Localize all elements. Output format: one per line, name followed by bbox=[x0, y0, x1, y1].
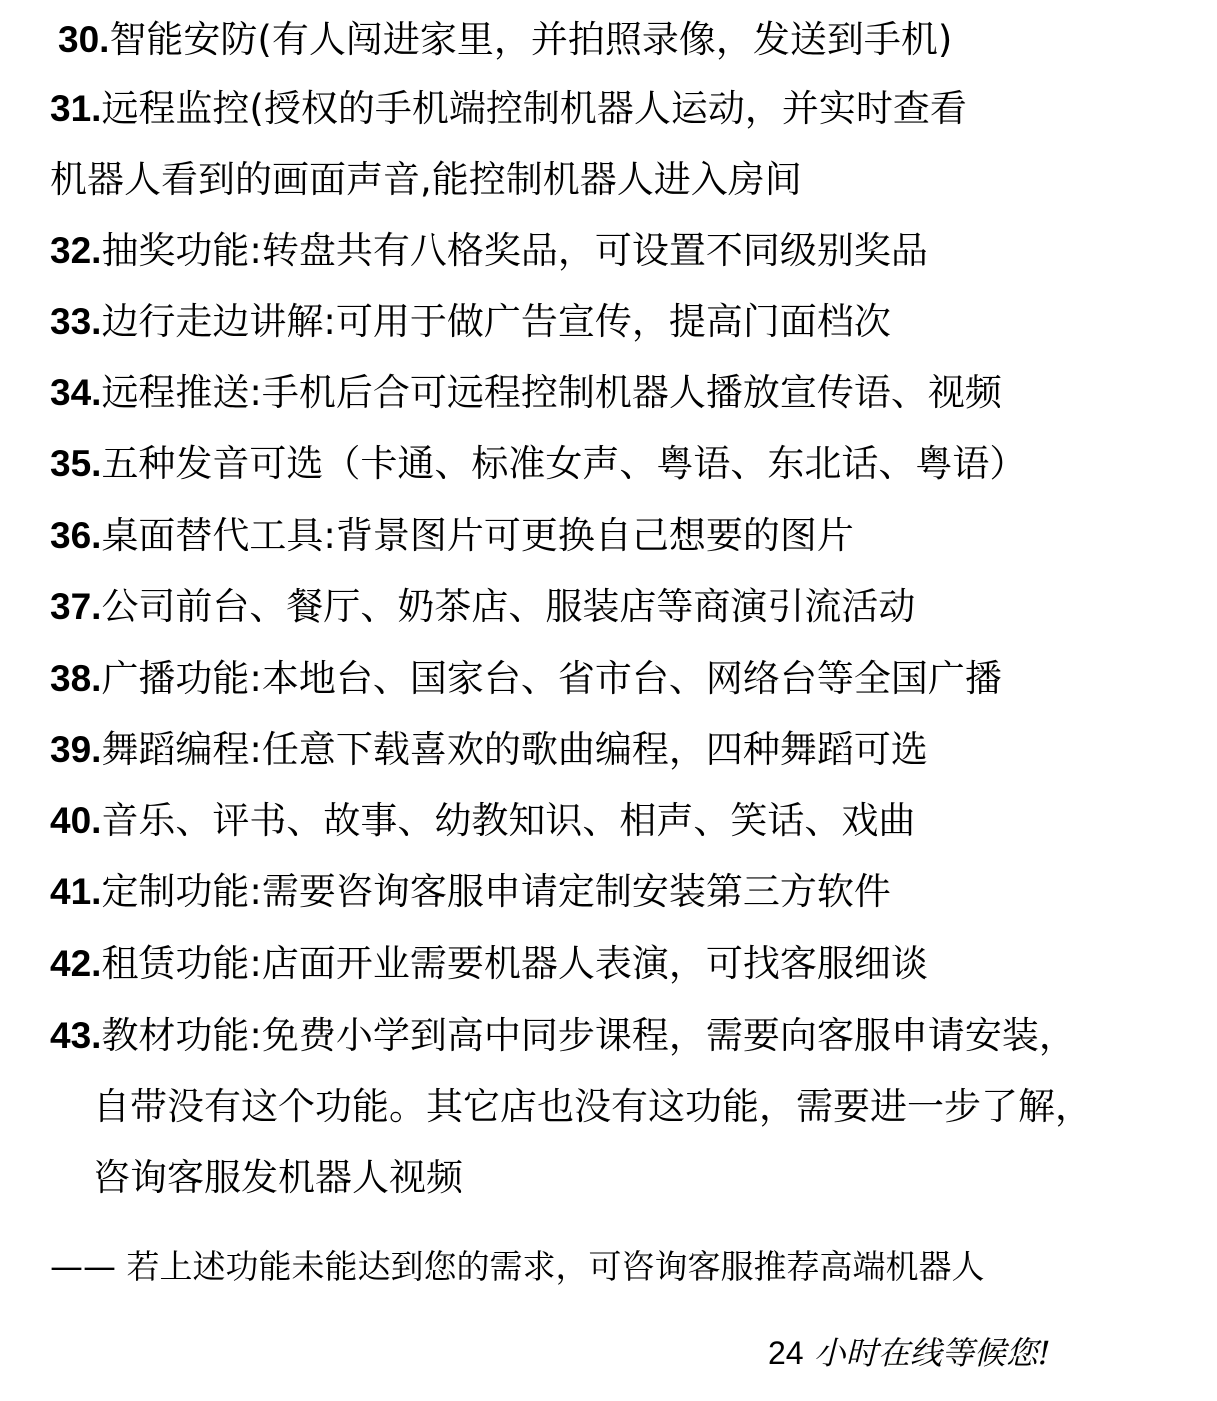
list-item-continuation bbox=[50, 158, 802, 202]
item-text: 咨询客服发机器人视频 bbox=[93, 1156, 463, 1199]
item-number: 30. bbox=[58, 19, 110, 60]
footer-digits: 24 bbox=[768, 1335, 804, 1371]
list-item bbox=[50, 229, 928, 273]
item-number: 41. bbox=[50, 871, 102, 912]
item-text: 自带没有这个功能。其它店也没有这功能，需要进一步了解， bbox=[93, 1085, 1092, 1128]
item-number: 35. bbox=[50, 443, 102, 484]
recommendation-note: —— 若上述功能未能达到您的需求，可咨询客服推荐高端机器人 bbox=[50, 1247, 985, 1286]
item-text: 定制功能:需要咨询客服申请定制安装第三方软件 bbox=[101, 870, 891, 913]
list-item-continuation bbox=[93, 1085, 1092, 1129]
list-item bbox=[50, 300, 891, 344]
item-number: 39. bbox=[50, 729, 102, 770]
item-text: 远程推送:手机后合可远程控制机器人播放宣传语、视频 bbox=[101, 371, 1002, 414]
list-item bbox=[50, 942, 928, 986]
list-item bbox=[58, 18, 952, 62]
list-item bbox=[50, 1014, 1076, 1058]
item-number: 42. bbox=[50, 943, 102, 984]
footer-text: 小时在线等候您! bbox=[803, 1334, 1051, 1372]
list-item bbox=[50, 442, 1026, 486]
item-text: 五种发音可选（卡通、标准女声、粤语、东北话、粤语） bbox=[101, 442, 1027, 485]
item-text: 机器人看到的画面声音,能控制机器人进入房间 bbox=[50, 158, 802, 201]
item-number: 32. bbox=[50, 230, 102, 271]
item-number: 40. bbox=[50, 800, 102, 841]
list-item-continuation bbox=[93, 1156, 463, 1200]
item-number: 31. bbox=[50, 88, 102, 129]
item-number: 37. bbox=[50, 586, 102, 627]
item-text: 边行走边讲解:可用于做广告宣传，提高门面档次 bbox=[101, 300, 891, 343]
footer-slogan bbox=[768, 1333, 1051, 1373]
item-text: 教材功能:免费小学到高中同步课程，需要向客服申请安装， bbox=[101, 1014, 1076, 1057]
list-item bbox=[50, 514, 854, 558]
item-number: 36. bbox=[50, 515, 102, 556]
item-text: 舞蹈编程:任意下载喜欢的歌曲编程，四种舞蹈可选 bbox=[101, 728, 928, 771]
list-item bbox=[50, 87, 967, 131]
list-item bbox=[50, 728, 928, 772]
list-item bbox=[50, 870, 891, 914]
item-number: 33. bbox=[50, 301, 102, 342]
item-number: 34. bbox=[50, 372, 102, 413]
item-text: 公司前台、餐厅、奶茶店、服装店等商演引流活动 bbox=[101, 585, 916, 628]
item-text: 音乐、评书、故事、幼教知识、相声、笑话、戏曲 bbox=[101, 799, 916, 842]
list-item bbox=[50, 799, 915, 843]
item-text: 桌面替代工具:背景图片可更换自己想要的图片 bbox=[101, 514, 854, 557]
item-text: 抽奖功能:转盘共有八格奖品，可设置不同级别奖品 bbox=[101, 229, 928, 272]
item-text: 远程监控(授权的手机端控制机器人运动，并实时查看 bbox=[101, 87, 967, 130]
item-number: 43. bbox=[50, 1015, 102, 1056]
list-item bbox=[50, 585, 915, 629]
item-text: 广播功能:本地台、国家台、省市台、网络台等全国广播 bbox=[101, 657, 1002, 700]
list-item bbox=[50, 371, 1002, 415]
item-number: 38. bbox=[50, 658, 102, 699]
list-item bbox=[50, 657, 1002, 701]
item-text: 租赁功能:店面开业需要机器人表演，可找客服细谈 bbox=[101, 942, 928, 985]
item-text: 智能安防(有人闯进家里，并拍照录像，发送到手机) bbox=[109, 18, 953, 61]
